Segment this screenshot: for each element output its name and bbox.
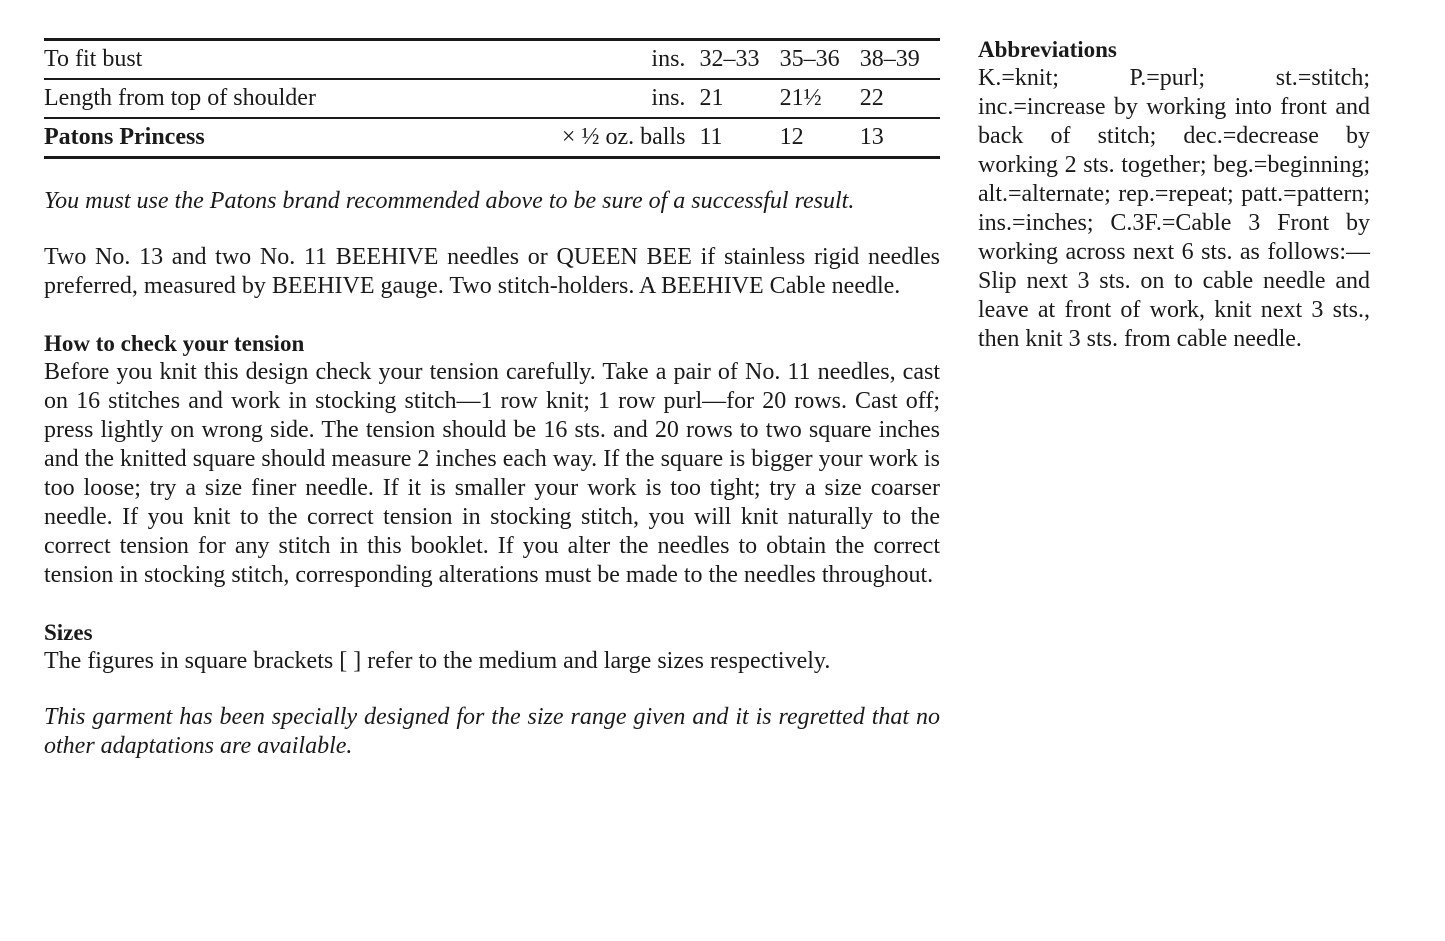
abbreviations-heading: Abbreviations	[978, 37, 1117, 62]
size-value: 22	[860, 79, 940, 118]
row-label: Patons Princess	[44, 118, 525, 158]
sizes-paragraph: The figures in square brackets [ ] refer to the medium and large sizes respectively.	[44, 648, 831, 674]
size-value: 38–39	[860, 40, 940, 80]
size-value: 32–33	[699, 40, 779, 80]
row-label: To fit bust	[44, 40, 525, 80]
table-row	[44, 79, 940, 118]
size-value: 12	[780, 118, 860, 158]
needles-paragraph: Two No. 13 and two No. 11 BEEHIVE needles or QUEEN BEE if stainless rigid needles preferred, measured by BEEHIVE gauge. Two stitch-holders. A BEEHIVE Cable needle.	[44, 244, 940, 299]
brand-note: You must use the Patons brand recommended above to be sure of a successful result.	[44, 188, 855, 214]
row-unit: × ½ oz. balls	[525, 118, 699, 158]
tension-paragraph: Before you knit this design check your tension carefully. Take a pair of No. 11 needles, cast on 16 stitches and work in stocking stitch—1 row knit; 1 row purl—for 20 rows. Cast off; press lightly on wrong side. The tension should be 16 sts. and 20 rows to two square inches and the knitted square should measure 2 inches each way. If the square is bigger your work is too loose; try a size finer needle. If it is smaller your work is too tight; try a size coarser needle. If you knit to the correct tension in stocking stitch, you will knit naturally to the correct tension for any stitch in this booklet. If you alter the needles to obtain the correct tension in stocking stitch, corresponding alterations must be made to the needles throughout.	[44, 359, 940, 588]
abbreviations-text: K.=knit; P.=purl; st.=stitch; inc.=increase by working into front and back of stitch; dec.=decrease by working 2 sts. together; beg.=beginning; alt.=alternate; rep.=repeat; patt.=pattern; ins.=inches; C.3F.=Cable 3 Front by working across next 6 sts. as follows:— Slip next 3 sts. on to cable needle and leave at front of work, knit next 3 sts., then knit 3 sts. from cable needle.	[978, 65, 1370, 352]
row-unit: ins.	[525, 79, 699, 118]
abbreviations-column	[978, 36, 1370, 354]
instructions-column	[44, 38, 940, 761]
size-value: 21½	[780, 79, 860, 118]
sizes-heading: Sizes	[44, 620, 93, 645]
size-value: 21	[699, 79, 779, 118]
tension-heading: How to check your tension	[44, 331, 305, 356]
row-unit: ins.	[525, 40, 699, 80]
table-row	[44, 118, 940, 158]
row-label: Length from top of shoulder	[44, 79, 525, 118]
table-row	[44, 40, 940, 80]
size-table	[44, 38, 940, 159]
size-value: 13	[860, 118, 940, 158]
garment-note: This garment has been specially designed for the size range given and it is regretted that no other adaptations are available.	[44, 704, 940, 759]
size-value: 11	[699, 118, 779, 158]
size-value: 35–36	[780, 40, 860, 80]
